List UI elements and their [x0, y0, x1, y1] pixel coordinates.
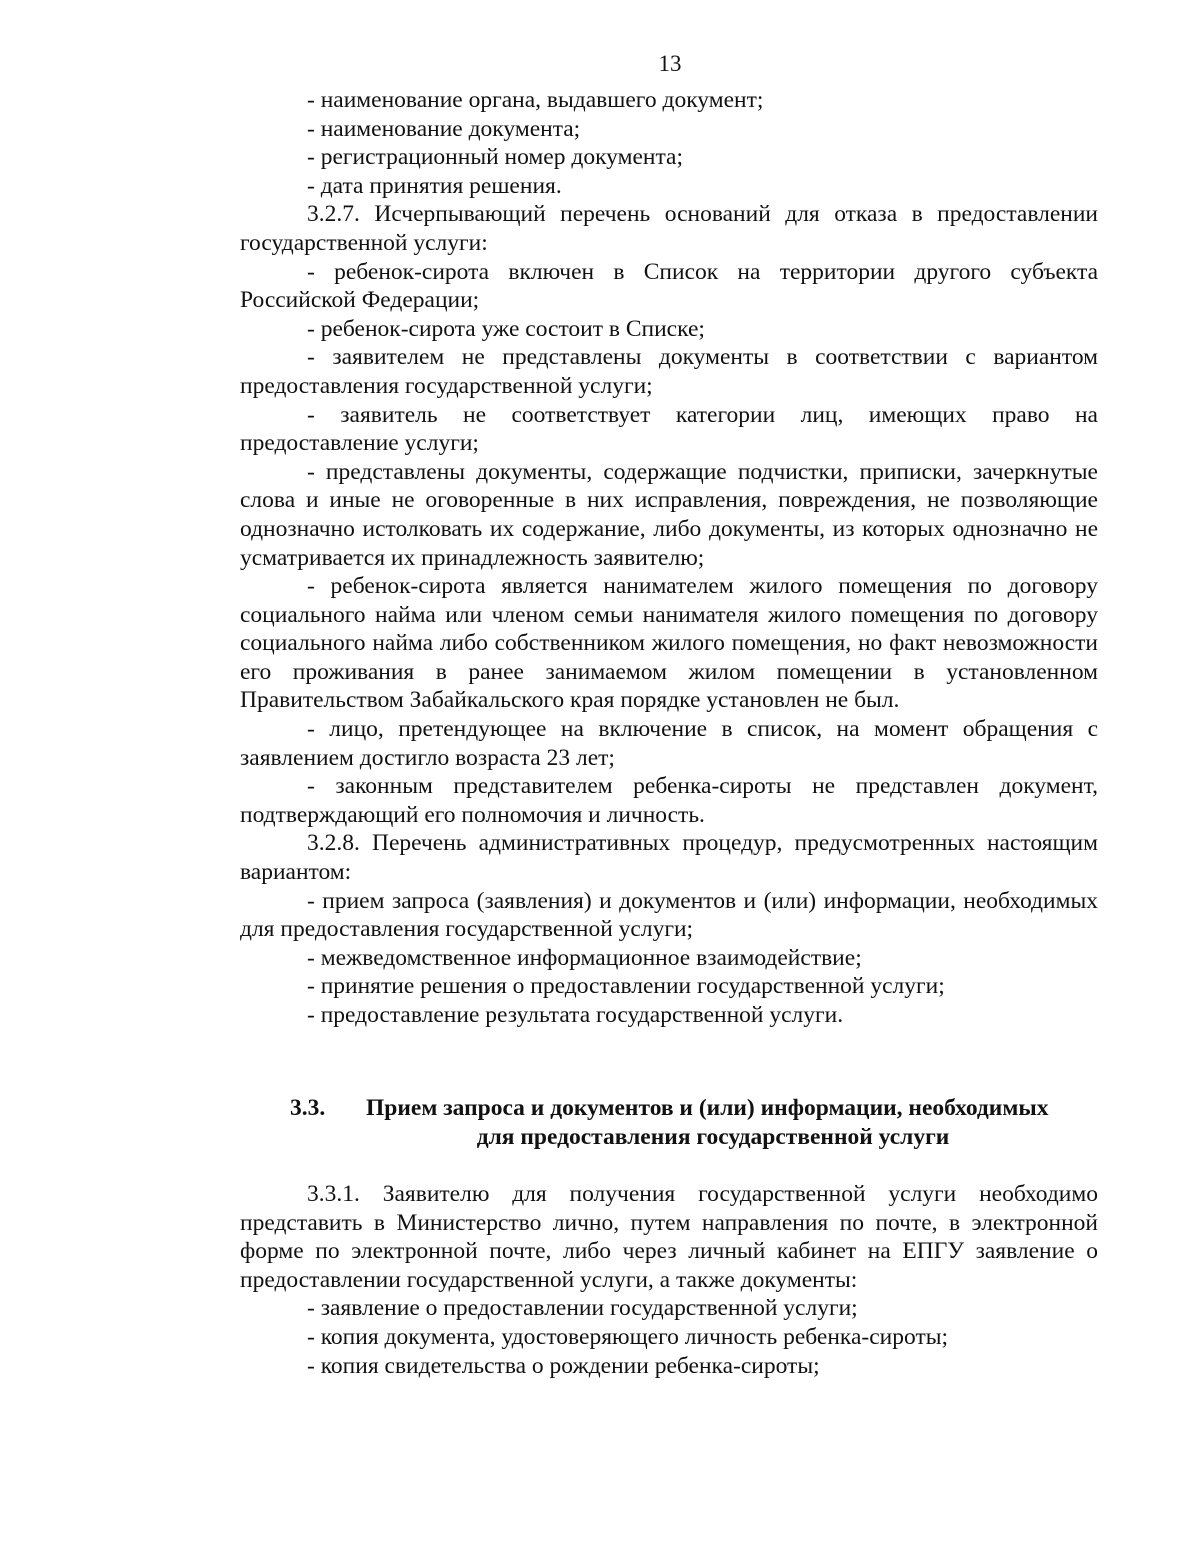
list-item: - ребенок-сирота уже состоит в Списке;: [307, 315, 705, 342]
list-item: - дата принятия решения.: [307, 172, 562, 199]
list-item: - прием запроса (заявления) и документов и (или) информации, необходимых для предоставления государственной услуги;: [240, 887, 1098, 943]
section-number: 3.3.: [290, 1095, 326, 1121]
list-item: - регистрационный номер документа;: [307, 144, 683, 171]
list-item: - заявитель не соответствует категории лиц, имеющих право на предоставление услуги;: [240, 401, 1098, 457]
list-item: - законным представителем ребенка-сироты не представлен документ, подтверждающий его полномочия и личность.: [240, 773, 1098, 828]
list-item: - межведомственное информационное взаимодействие;: [307, 944, 862, 971]
list-item: - представлены документы, содержащие подчистки, приписки, зачеркнутые слова и иные не оговоренные в них исправления, повреждения, не позволяющие однозначно истолковать их содержание, либо документы, из которых однозначно не усматривается их принадлежность заявителю;: [240, 458, 1098, 571]
list-item: - наименование органа, выдавшего документ;: [307, 87, 764, 113]
list-item: - ребенок-сирота является нанимателем жилого помещения по договору социального найма или членом семьи нанимателя жилого помещения по договору социального найма либо собственником жилого помещения, но факт невозможности его проживания в ранее занимаемом жилом помещении в установленном Правительством Забайкальского края порядке установлен не был.: [240, 573, 1098, 714]
section-title-line2: для предоставления государственной услуги: [476, 1124, 950, 1150]
paragraph-3-3-1: 3.3.1. Заявителю для получения государственной услуги необходимо представить в Министерство лично, путем направления по почте, в электронной форме по электронной почте, либо через личный кабинет на ЕПГУ заявление о предоставлении государственной услуги, а также документы:: [240, 1181, 1098, 1293]
paragraph-3-2-7: 3.2.7. Исчерпывающий перечень оснований для отказа в предоставлении государственной услуги:: [240, 201, 1098, 256]
list-item: - предоставление результата государственной услуги.: [307, 1002, 844, 1028]
list-item: - наименование документа;: [307, 115, 581, 142]
section-title-line1: Прием запроса и документов и (или) информации, необходимых: [366, 1095, 1049, 1121]
body-text-block-2: [240, 1180, 1098, 1380]
page-number: 13: [658, 51, 682, 76]
list-item: - заявителем не представлены документы в соответствии с вариантом предоставления государственной услуги;: [240, 344, 1098, 399]
list-item: - принятие решения о предоставлении государственной услуги;: [307, 973, 945, 1000]
list-item: - ребенок-сирота включен в Список на территории другого субъекта Российской Федерации;: [240, 258, 1098, 314]
list-item: - копия свидетельства о рождении ребенка-сироты;: [307, 1352, 820, 1379]
paragraph-3-2-8: 3.2.8. Перечень административных процедур, предусмотренных настоящим вариантом:: [240, 830, 1098, 886]
section-heading: [240, 1094, 1098, 1152]
list-item: - лицо, претендующее на включение в список, на момент обращения с заявлением достигло возраста 23 лет;: [240, 716, 1098, 771]
body-text-block: [240, 86, 1098, 1030]
list-item: - заявление о предоставлении государственной услуги;: [307, 1295, 858, 1322]
list-item: - копия документа, удостоверяющего личность ребенка-сироты;: [307, 1323, 949, 1350]
